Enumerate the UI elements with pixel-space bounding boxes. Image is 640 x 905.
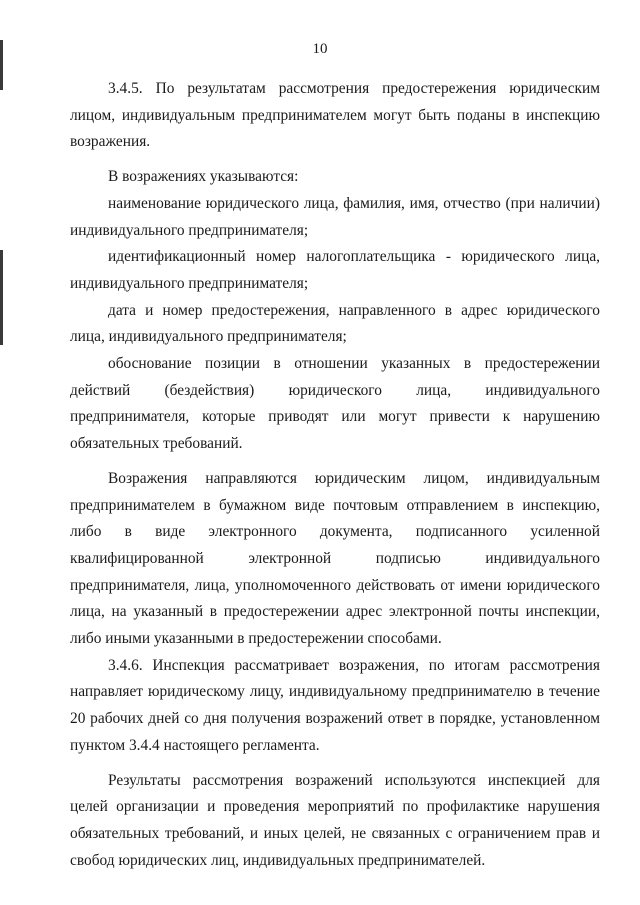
document-body [70, 76, 600, 874]
list-item-warning-date: дата и номер предостережения, направленного в адрес юридического лица, индивидуального предпринимателя; [70, 301, 600, 346]
paragraph-3-4-6: 3.4.6. Инспекция рассматривает возражения, по итогам рассмотрения направляет юридическому лицу, индивидуальному предпринимателю в течение 20 рабочих дней со дня получения возражений ответ в порядке, установленном пунктом 3.4.4 настоящего регламента. [70, 656, 600, 754]
paragraph-objections-intro: В возражениях указываются: [108, 168, 299, 186]
paragraph-results: Результаты рассмотрения возражений используются инспекцией для целей организации и проведения мероприятий по профилактике нарушения обязательных требований, и иных целей, не связанных с ограничением прав и свобод юридических лиц, индивидуальных предпринимателей. [70, 771, 600, 869]
list-item-justification: обоснование позиции в отношении указанных в предостережении действий (бездействия) юридического лица, индивидуального предпринимателя, которые приводят или могут привести к нарушению обязательных требований. [70, 355, 600, 453]
paragraph-3-4-5: 3.4.5. По результатам рассмотрения предостережения юридическим лицом, индивидуальным предпринимателем могут быть поданы в инспекцию возражения. [70, 80, 600, 151]
paragraph-submission: Возражения направляются юридическим лицом, индивидуальным предпринимателем в бумажном виде почтовым отправлением в инспекцию, либо в виде электронного документа, подписанного усиленной квалифицированной электронной подписью индивидуального предпринимателя, лица, уполномоченного действовать от имени юридического лица, на указанный в предостережении адрес электронной почты инспекции, либо иными указанными в предостережении способами. [70, 469, 600, 648]
list-item-inn: идентификационный номер налогоплательщика - юридического лица, индивидуального предпринимателя; [70, 248, 600, 292]
list-item-name: наименование юридического лица, фамилия, имя, отчество (при наличии) индивидуального предпринимателя; [70, 194, 600, 239]
scan-edge-mark [0, 250, 3, 345]
page-number: 10 [312, 41, 328, 57]
